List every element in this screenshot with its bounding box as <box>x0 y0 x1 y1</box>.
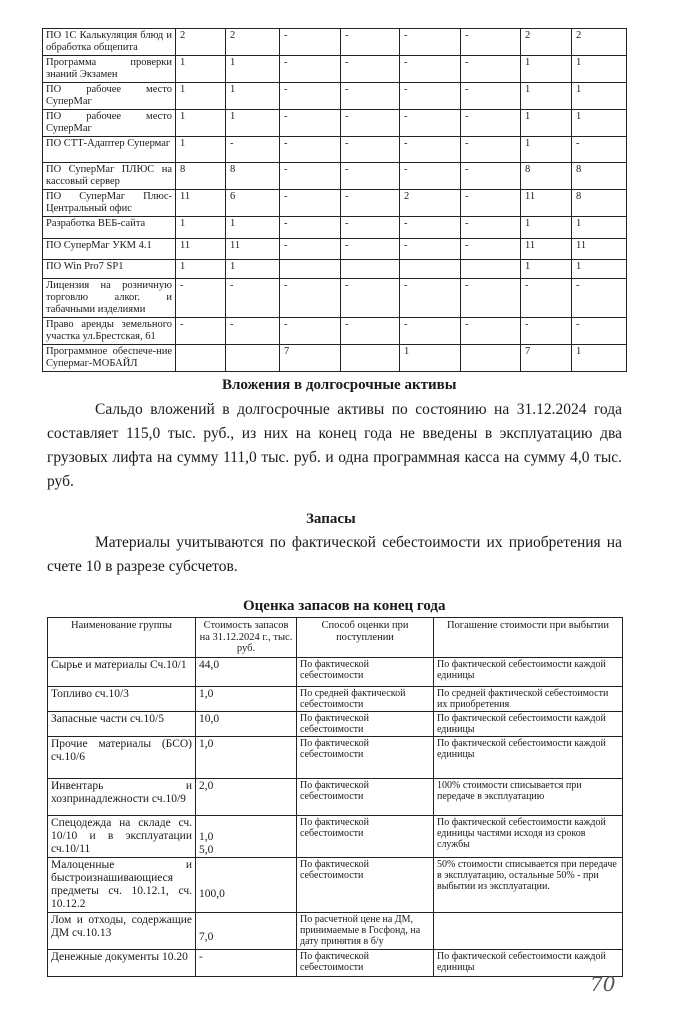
software-value-cell: 1 <box>521 137 572 163</box>
software-name-cell: ПО СуперМаг УКМ 4.1 <box>43 239 176 260</box>
stock-table-title: Оценка запасов на конец года <box>243 598 446 614</box>
inventory-text: Материалы учитываются по фактической себестоимости их приобретения на счете 10 в разрезе субсчетов. <box>47 534 622 575</box>
software-value-cell: - <box>461 137 521 163</box>
software-name-cell: ПО СуперМаг ПЛЮС на кассовый сервер <box>43 163 176 190</box>
software-value-cell: 11 <box>521 239 572 260</box>
stock-writeoff-cell: По фактической себестоимости каждой единицы <box>434 737 623 779</box>
stock-value-cell: 7,0 <box>196 913 297 950</box>
software-value-cell: 1 <box>572 217 627 239</box>
software-value-cell: 8 <box>572 190 627 217</box>
software-value-cell: 8 <box>572 163 627 190</box>
software-value-cell: - <box>461 29 521 56</box>
header-writeoff: Погашение стоимости при выбытии <box>434 618 623 658</box>
stock-group-cell: Денежные документы 10.20 <box>48 950 196 977</box>
software-value-cell: - <box>341 318 400 345</box>
software-value-cell: - <box>400 83 461 110</box>
software-value-cell: 1 <box>226 110 280 137</box>
software-value-cell: - <box>341 29 400 56</box>
software-value-cell <box>176 345 226 372</box>
software-value-cell: - <box>341 163 400 190</box>
stock-value-cell: 1,0 <box>196 687 297 712</box>
stock-method-cell: По средней фактической себестоимости <box>297 687 434 712</box>
software-value-cell: - <box>280 56 341 83</box>
software-value-cell: - <box>400 217 461 239</box>
software-value-cell: - <box>341 83 400 110</box>
stock-writeoff-cell: По фактической себестоимости каждой единицы <box>434 950 623 977</box>
stock-group-cell: Инвентарь и хозпринадлежности сч.10/9 <box>48 779 196 816</box>
software-value-cell: - <box>400 239 461 260</box>
software-value-cell: - <box>341 137 400 163</box>
software-value-cell: - <box>226 137 280 163</box>
software-value-cell: 11 <box>521 190 572 217</box>
software-value-cell: 8 <box>176 163 226 190</box>
section-heading-inventory: Запасы <box>306 511 356 527</box>
software-value-cell: 11 <box>176 190 226 217</box>
stock-method-cell: По фактической себестоимости <box>297 858 434 913</box>
software-value-cell: - <box>341 279 400 318</box>
software-value-cell: 1 <box>572 345 627 372</box>
stock-group-cell: Спецодежда на складе сч. 10/10 и в эксплуатации сч.10/11 <box>48 816 196 858</box>
software-value-cell: - <box>400 318 461 345</box>
software-value-cell: - <box>280 29 341 56</box>
software-value-cell: 1 <box>176 56 226 83</box>
long-term-assets-text: Сальдо вложений в долгосрочные активы по состоянию на 31.12.2024 года составляет 115,0 тыс. руб., из них на конец года не введены в эксплуатацию два грузовых лифта на сумму 111,0 тыс. руб. и одна программная касса на сумму 4,0 тыс. руб. <box>47 401 622 490</box>
software-value-cell: 1 <box>176 83 226 110</box>
software-value-cell: - <box>400 56 461 83</box>
stock-header-row <box>48 618 623 658</box>
software-value-cell: 1 <box>572 260 627 279</box>
stock-method-cell: По расчетной цене на ДМ, принимаемые в Госфонд, на дату принятия в б/у <box>297 913 434 950</box>
software-value-cell: 11 <box>226 239 280 260</box>
software-value-cell: - <box>461 163 521 190</box>
software-value-cell: 8 <box>226 163 280 190</box>
software-value-cell: 2 <box>521 29 572 56</box>
stock-value-cell: 2,0 <box>196 779 297 816</box>
software-value-cell: - <box>521 318 572 345</box>
software-value-cell: - <box>176 318 226 345</box>
software-value-cell: 11 <box>572 239 627 260</box>
software-name-cell: Право аренды земельного участка ул.Брестская, 61 <box>43 318 176 345</box>
software-value-cell: 1 <box>572 110 627 137</box>
software-value-cell: 7 <box>521 345 572 372</box>
header-group: Наименование группы <box>48 618 196 658</box>
stock-row <box>48 737 623 779</box>
software-value-cell: - <box>461 239 521 260</box>
software-value-cell: 7 <box>280 345 341 372</box>
software-value-cell: 11 <box>176 239 226 260</box>
software-value-cell <box>341 260 400 279</box>
stock-row <box>48 779 623 816</box>
long-term-assets-paragraph <box>47 398 622 494</box>
software-value-cell <box>461 345 521 372</box>
stock-writeoff-cell: По фактической себестоимости каждой единицы частями исходя из сроков службы <box>434 816 623 858</box>
stock-row <box>48 658 623 687</box>
software-name-cell: ПО 1С Калькуляция блюд и обработка общепита <box>43 29 176 56</box>
software-name-cell: ПО Win Pro7 SP1 <box>43 260 176 279</box>
stock-row <box>48 687 623 712</box>
software-value-cell: 1 <box>176 137 226 163</box>
stock-row <box>48 816 623 858</box>
software-value-cell: - <box>521 279 572 318</box>
stock-group-cell: Лом и отходы, содержащие ДМ сч.10.13 <box>48 913 196 950</box>
software-value-cell: - <box>280 110 341 137</box>
stock-value-cell: 1,0 5,0 <box>196 816 297 858</box>
inventory-paragraph <box>47 531 622 579</box>
software-value-cell: - <box>280 318 341 345</box>
software-row <box>43 318 627 345</box>
stock-method-cell: По фактической себестоимости <box>297 658 434 687</box>
software-value-cell: - <box>461 190 521 217</box>
software-name-cell: ПО СуперМаг Плюс-Центральный офис <box>43 190 176 217</box>
stock-value-cell: - <box>196 950 297 977</box>
software-value-cell: 1 <box>521 83 572 110</box>
stock-value-cell: 100,0 <box>196 858 297 913</box>
software-value-cell: 2 <box>572 29 627 56</box>
software-value-cell: 1 <box>521 110 572 137</box>
software-row <box>43 345 627 372</box>
software-value-cell: - <box>280 83 341 110</box>
software-name-cell: Лицензия на розничную торговлю алког. и табачными изделиями <box>43 279 176 318</box>
software-value-cell <box>341 345 400 372</box>
stock-group-cell: Топливо сч.10/3 <box>48 687 196 712</box>
software-name-cell: ПО СТТ-Адаптер Супермаг <box>43 137 176 163</box>
software-name-cell: Программное обеспече-ние Супермаг-МОБАЙЛ <box>43 345 176 372</box>
software-value-cell: - <box>461 318 521 345</box>
software-value-cell: 8 <box>521 163 572 190</box>
software-value-cell: - <box>400 163 461 190</box>
software-value-cell: 1 <box>226 56 280 83</box>
software-value-cell: 1 <box>521 260 572 279</box>
software-value-cell: - <box>280 190 341 217</box>
section-heading-long-term-assets: Вложения в долгосрочные активы <box>222 377 457 393</box>
stock-row <box>48 712 623 737</box>
software-value-cell: 1 <box>226 83 280 110</box>
stock-writeoff-cell: 50% стоимости списывается при передаче в эксплуатацию, остальные 50% - при выбытии из эксплуатации. <box>434 858 623 913</box>
software-value-cell: - <box>280 279 341 318</box>
software-value-cell: - <box>341 56 400 83</box>
stock-method-cell: По фактической себестоимости <box>297 712 434 737</box>
software-value-cell <box>280 260 341 279</box>
software-value-cell: - <box>461 217 521 239</box>
software-value-cell: 1 <box>521 56 572 83</box>
software-value-cell: - <box>226 318 280 345</box>
software-value-cell: 1 <box>176 260 226 279</box>
software-value-cell: 1 <box>572 83 627 110</box>
software-value-cell: 2 <box>400 190 461 217</box>
software-value-cell: 1 <box>572 56 627 83</box>
software-name-cell: Разработка ВЕБ-сайта <box>43 217 176 239</box>
stock-row <box>48 950 623 977</box>
software-value-cell: - <box>461 110 521 137</box>
software-value-cell: - <box>341 110 400 137</box>
software-value-cell: 1 <box>176 217 226 239</box>
software-value-cell: - <box>572 318 627 345</box>
header-method: Способ оценки при поступлении <box>297 618 434 658</box>
stock-writeoff-cell: По средней фактической себестоимости их приобретения <box>434 687 623 712</box>
stock-writeoff-cell <box>434 913 623 950</box>
software-value-cell: 1 <box>226 217 280 239</box>
stock-value-cell: 44,0 <box>196 658 297 687</box>
stock-value-cell: 1,0 <box>196 737 297 779</box>
software-value-cell: - <box>400 110 461 137</box>
software-value-cell: - <box>461 279 521 318</box>
stock-method-cell: По фактической себестоимости <box>297 950 434 977</box>
stock-group-cell: Сырье и материалы Сч.10/1 <box>48 658 196 687</box>
software-value-cell: - <box>280 217 341 239</box>
stock-method-cell: По фактической себестоимости <box>297 816 434 858</box>
software-value-cell: 1 <box>521 217 572 239</box>
software-value-cell: - <box>572 137 627 163</box>
software-value-cell: 2 <box>176 29 226 56</box>
software-row <box>43 29 627 56</box>
software-value-cell: - <box>280 239 341 260</box>
stock-group-cell: Малоценные и быстроизнашивающиеся предметы сч. 10.12.1, сч. 10.12.2 <box>48 858 196 913</box>
header-value: Стоимость запасов на 31.12.2024 г., тыс. руб. <box>196 618 297 658</box>
software-value-cell: - <box>341 217 400 239</box>
software-value-cell: - <box>176 279 226 318</box>
software-name-cell: ПО рабочее место СуперМаг <box>43 110 176 137</box>
software-value-cell: - <box>461 56 521 83</box>
software-row <box>43 190 627 217</box>
software-row <box>43 217 627 239</box>
stock-value-cell: 10,0 <box>196 712 297 737</box>
software-value-cell <box>461 260 521 279</box>
software-value-cell: - <box>400 137 461 163</box>
software-value-cell: - <box>461 83 521 110</box>
software-value-cell: 6 <box>226 190 280 217</box>
software-row <box>43 163 627 190</box>
software-value-cell: - <box>400 279 461 318</box>
software-row <box>43 137 627 163</box>
stock-writeoff-cell: По фактической себестоимости каждой единицы <box>434 658 623 687</box>
software-name-cell: ПО рабочее место СуперМаг <box>43 83 176 110</box>
stock-group-cell: Запасные части сч.10/5 <box>48 712 196 737</box>
software-value-cell: 1 <box>400 345 461 372</box>
software-value-cell: 2 <box>226 29 280 56</box>
software-value-cell <box>400 260 461 279</box>
stock-method-cell: По фактической себестоимости <box>297 737 434 779</box>
stock-row <box>48 913 623 950</box>
software-table <box>42 28 627 372</box>
software-row <box>43 239 627 260</box>
software-name-cell: Программа проверки знаний Экзамен <box>43 56 176 83</box>
stock-group-cell: Прочие материалы (БСО) сч.10/6 <box>48 737 196 779</box>
software-value-cell: - <box>280 163 341 190</box>
software-row <box>43 279 627 318</box>
software-row <box>43 83 627 110</box>
software-value-cell <box>226 345 280 372</box>
stock-writeoff-cell: 100% стоимости списывается при передаче в эксплуатацию <box>434 779 623 816</box>
stock-method-cell: По фактической себестоимости <box>297 779 434 816</box>
software-value-cell: - <box>400 29 461 56</box>
stock-writeoff-cell: По фактической себестоимости каждой единицы <box>434 712 623 737</box>
software-value-cell: 1 <box>226 260 280 279</box>
software-value-cell: 1 <box>176 110 226 137</box>
software-row <box>43 56 627 83</box>
page-number: 70 <box>590 972 616 996</box>
software-row <box>43 260 627 279</box>
software-value-cell: - <box>280 137 341 163</box>
software-row <box>43 110 627 137</box>
stock-row <box>48 858 623 913</box>
software-value-cell: - <box>341 239 400 260</box>
software-value-cell: - <box>341 190 400 217</box>
software-value-cell: - <box>572 279 627 318</box>
software-value-cell: - <box>226 279 280 318</box>
inventory-valuation-table <box>47 617 623 977</box>
